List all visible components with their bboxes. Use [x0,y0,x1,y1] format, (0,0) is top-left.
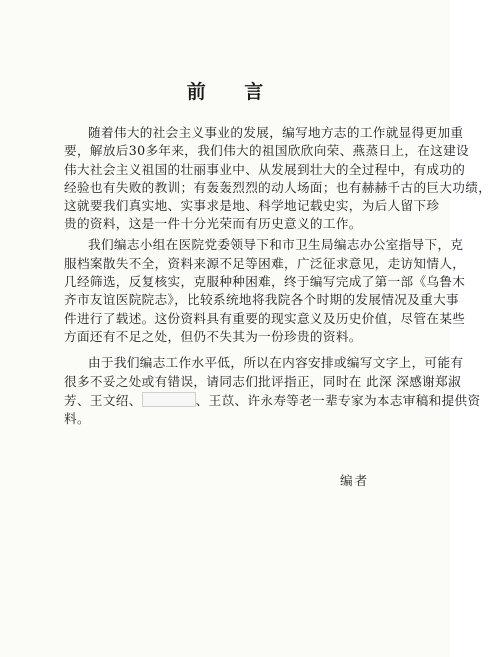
redaction-box [142,392,196,407]
paragraph-3-line-4: 料。 [64,411,90,426]
paragraph-1-line-6: 贵的资料，这是一件十分光荣而有历史意义的工作。 [64,216,362,231]
signature: 编者 [340,473,370,488]
paragraph-3-line-3-end: 、王苡、许永寿等老一辈专家为本志审稿和提供资 [195,393,481,408]
paragraph-1-line-3: 伟大社会主义祖国的壮丽事业中、从发展到壮大的全过程中，有成功的 [64,162,466,177]
paragraph-3-line-2: 很多不妥之处或有错误，请同志们批评指正，同时在 此深 深感谢郑淑 [64,374,462,389]
paragraph-2-line-3: 几经筛选，反复核实，克服种种困难，终于编写完成了第一部《乌鲁木 [64,274,466,289]
paragraph-3-line-3-start: 芳、王文绍、 [64,393,142,408]
paragraph-1-line-4: 经验也有失败的教训；有轰轰烈烈的动人场面；也有赫赫千古的巨大功绩， [64,180,491,195]
paragraph-2-line-5: 件进行了载述。这份资料具有重要的现实意义及历史价值，尽管在某些 [64,311,466,326]
paragraph-2-line-4: 齐市友谊医院院志》，比较系统地将我院各个时期的发展情况及重大事 [64,292,459,307]
paragraph-3-line-1: 由于我们编志工作水平低，所以在内容安排或编写文字上，可能有 [88,355,464,370]
paragraph-2-line-2: 服档案散失不全，资料来源不足等困难，广泛征求意见，走访知情人， [64,256,466,271]
paragraph-2-line-6: 方面还有不足之处，但仍不失其为一份珍贵的资料。 [64,329,362,344]
paragraph-3-line-3 [64,392,480,409]
paragraph-1-line-5: 这就要我们真实地、实事求是地、科学地记载史实，为后人留下珍 [64,198,440,213]
paragraph-1-line-1: 随着伟大的社会主义事业的发展，编写地方志的工作就显得更加重 [88,125,464,140]
paragraph-1-line-2: 要，解放后30多年来，我们伟大的祖国欣欣向荣、燕蒸日上，在这建设 [64,143,470,158]
page-title: 前 言 [186,81,280,103]
paragraph-2-line-1: 我们编志小组在医院党委领导下和市卫生局编志办公室指导下，克 [88,237,464,252]
